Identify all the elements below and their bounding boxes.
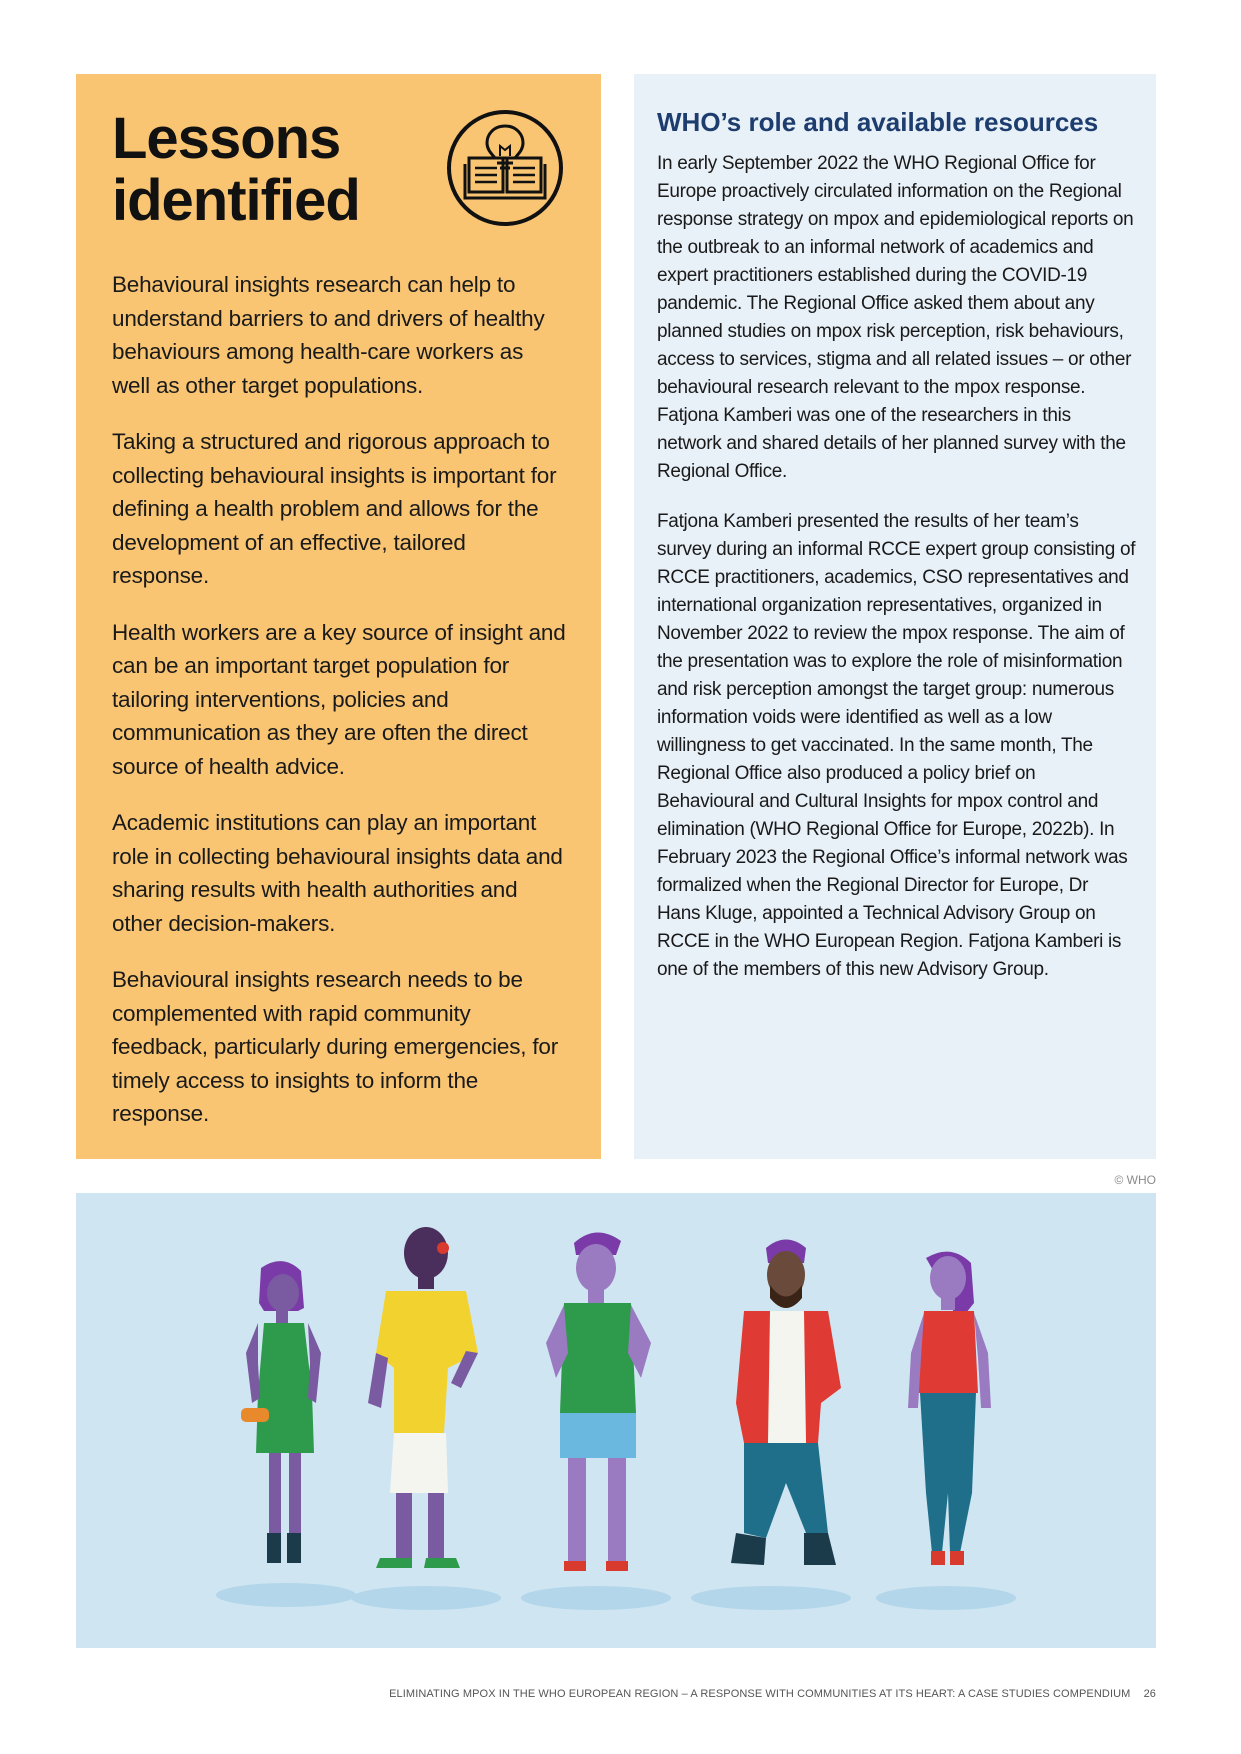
who-paragraph-2: Fatjona Kamberi presented the results of her team’s survey during an informal RCCE expert group consisting of RCCE practitioners, academics, CSO representatives and international organization representatives, organized in November 2022 to review the mpox response. The aim of the presentation was to explore the role of misinformation and risk perception amongst the target group: numerous information voids were identified as well as a low willingness to get vaccinated. In the same month, The Regional Office also produced a policy brief on Behavioural and Cultural Insights for mpox control and elimination (WHO Regional Office for Europe, 2022b). In February 2023 the Regional Office’s informal network was formalized when the Regional Director for Europe, Dr Hans Kluge, appointed a Technical Advisory Group on RCCE in the WHO European Region. Fatjona Kamberi is one of the members of this new Advisory Group. [657, 511, 1136, 980]
lessons-item: Health workers are a key source of insight and can be an important target population for tailoring interventions, policies and communication as they are often the direct source of health advice. [112, 619, 566, 779]
lessons-identified-box [76, 74, 601, 1159]
lessons-title [112, 108, 412, 232]
image-credit: © WHO [1114, 1173, 1156, 1187]
page-number: 26 [1143, 1688, 1156, 1700]
lessons-item: Academic institutions can play an important role in collecting behavioural insights data and sharing results with health authorities and other decision-makers. [112, 810, 563, 936]
book-lightbulb-icon [445, 108, 565, 228]
person-green-tank [546, 1232, 651, 1571]
lessons-title-line2: identified [112, 168, 360, 233]
lessons-item: Behavioural insights research needs to be complemented with rapid community feedback, particularly during emergencies, for timely access to insights to inform the response. [112, 967, 559, 1126]
person-green-dress [241, 1261, 321, 1563]
person-red-top [908, 1252, 991, 1565]
people-illustration [76, 1193, 1156, 1648]
who-paragraph-1: In early September 2022 the WHO Regional Office for Europe proactively circulated information on the Regional response strategy on mpox and epidemiological reports on the outbreak to an informal network of academics and expert practitioners established during the COVID-19 pandemic. The Regional Office asked them about any planned studies on mpox risk perception, risk behaviours, access to services, stigma and all related issues – or other behavioural research relevant to the mpox response. Fatjona Kamberi was one of the researchers in this network and shared details of her planned survey with the Regional Office. [657, 153, 1134, 482]
who-role-title: WHO’s role and available resources [657, 107, 1099, 137]
lessons-item: Behavioural insights research can help to understand barriers to and drivers of healthy behaviours among health-care workers as well as other target populations. [112, 272, 545, 398]
lessons-list [112, 268, 567, 1131]
person-yellow-shirt [368, 1227, 478, 1568]
lessons-item: Taking a structured and rigorous approach to collecting behavioural insights is important for defining a health problem and allows for the development of an effective, tailored response. [112, 429, 557, 588]
footer-text: ELIMINATING MPOX IN THE WHO EUROPEAN REGION – A RESPONSE WITH COMMUNITIES AT ITS HEART: A CASE STUDIES COMPENDIUM [389, 1688, 1131, 1700]
person-red-jacket [731, 1240, 841, 1566]
who-role-box [634, 74, 1156, 1159]
page-footer [389, 1688, 1156, 1700]
lessons-title-line1: Lessons [112, 106, 341, 171]
